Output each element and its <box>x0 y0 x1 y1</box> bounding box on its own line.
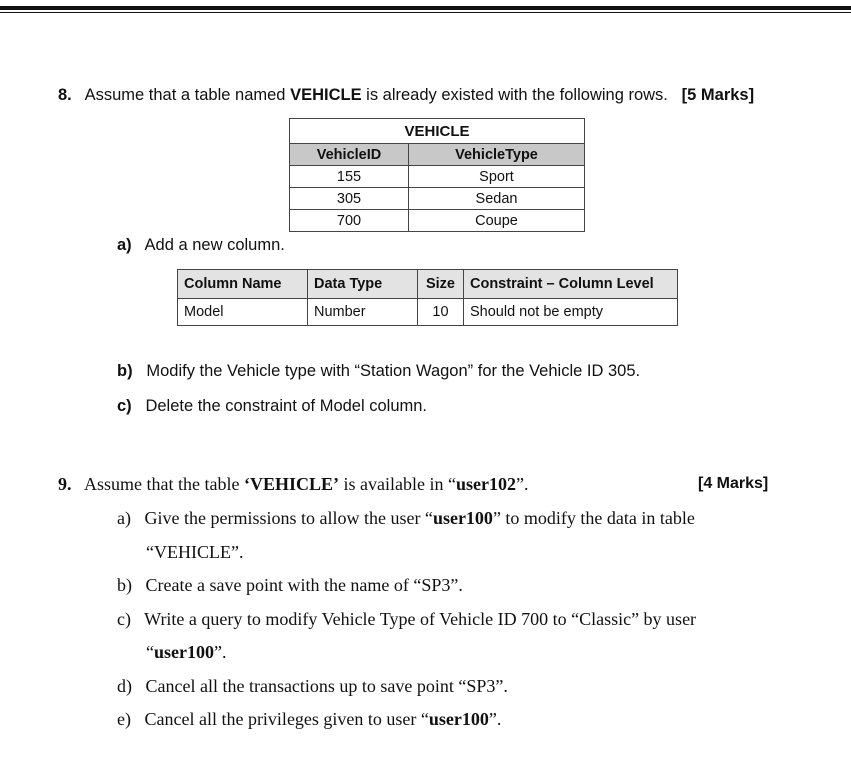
table-row <box>178 299 678 326</box>
vehicle-id-cell: 155 <box>290 166 409 188</box>
question-9-part-c-line2 <box>146 642 227 663</box>
data-type-cell: Number <box>308 299 418 326</box>
table-row <box>290 210 585 232</box>
vehicle-id-cell: 305 <box>290 188 409 210</box>
question-9-table-name: ‘VEHICLE’ <box>243 474 339 494</box>
part-text: Delete the constraint of Model column. <box>145 397 428 415</box>
vehicle-table-title: VEHICLE <box>290 119 585 144</box>
part-text-prefix: Give the permissions to allow the user “ <box>144 508 433 528</box>
part-text <box>144 508 694 528</box>
user-name: user100 <box>154 642 214 662</box>
part-text-suffix: ”. <box>488 709 502 729</box>
question-9-number: 9. <box>58 474 72 494</box>
user-name: user100 <box>428 709 489 729</box>
question-9-part-a-line1 <box>117 508 695 529</box>
question-8-table-name: VEHICLE <box>290 86 362 104</box>
question-8-part-b <box>117 362 640 381</box>
part-text: Write a query to modify Vehicle Type of Vehicle ID 700 to “Classic” by user <box>144 609 697 629</box>
constraint-header: Constraint – Column Level <box>464 270 678 299</box>
part-label: e) <box>117 709 131 729</box>
question-9-text-prefix: Assume that the table <box>84 474 244 494</box>
question-9-text-suffix: ”. <box>515 474 529 494</box>
part-label: d) <box>117 676 132 696</box>
question-9-part-e <box>117 709 501 730</box>
part-label: c) <box>117 397 132 415</box>
top-rule-thin <box>0 12 851 13</box>
size-cell: 10 <box>418 299 464 326</box>
part-text: Create a save point with the name of “SP3”. <box>145 575 463 595</box>
vehicle-type-cell: Coupe <box>409 210 585 232</box>
question-9-part-b <box>117 575 463 596</box>
table-row <box>290 188 585 210</box>
question-9-part-a-line2: “VEHICLE”. <box>146 542 244 562</box>
part-label: b) <box>117 362 133 380</box>
question-9-heading <box>58 474 528 495</box>
vehicle-type-cell: Sedan <box>409 188 585 210</box>
top-rule-thick <box>0 6 851 10</box>
column-name-cell: Model <box>178 299 308 326</box>
question-8-text-suffix: is already existed with the following rows. <box>361 86 668 104</box>
part-text: Modify the Vehicle type with “Station Wagon” for the Vehicle ID 305. <box>146 362 641 380</box>
question-9-part-d <box>117 676 508 697</box>
question-9-user: user102 <box>455 474 516 494</box>
vehicle-id-cell: 700 <box>290 210 409 232</box>
vehicle-table-header-vehicletype: VehicleType <box>409 144 585 166</box>
column-spec-header-row <box>178 270 678 299</box>
part-text <box>144 709 501 729</box>
user-name: user100 <box>432 508 493 528</box>
question-8-text-prefix: Assume that a table named <box>84 86 291 104</box>
part-text: Add a new column. <box>144 236 285 254</box>
question-8-part-c <box>117 397 427 416</box>
part-label: a) <box>117 236 132 254</box>
data-type-header: Data Type <box>308 270 418 299</box>
question-8-heading <box>58 86 754 105</box>
quote-close: ”. <box>214 642 227 662</box>
part-label: c) <box>117 609 131 629</box>
constraint-cell: Should not be empty <box>464 299 678 326</box>
vehicle-table-title-row <box>290 119 585 144</box>
question-8-number: 8. <box>58 86 72 104</box>
vehicle-table-header-row <box>290 144 585 166</box>
part-text-suffix: ” to modify the data in table <box>492 508 695 528</box>
part-text: Cancel all the transactions up to save point “SP3”. <box>145 676 508 696</box>
question-9-part-c-line1 <box>117 609 696 630</box>
part-label: a) <box>117 508 131 528</box>
column-spec-table <box>177 269 678 326</box>
question-8-part-a <box>117 236 285 255</box>
question-8-marks: [5 Marks] <box>681 86 755 104</box>
size-header: Size <box>418 270 464 299</box>
question-9-text-mid: is available in “ <box>339 474 456 494</box>
vehicle-type-cell: Sport <box>409 166 585 188</box>
question-9-marks: [4 Marks] <box>698 475 769 492</box>
vehicle-table <box>289 118 585 232</box>
column-name-header: Column Name <box>178 270 308 299</box>
part-text-prefix: Cancel all the privileges given to user “ <box>144 709 429 729</box>
table-row <box>290 166 585 188</box>
vehicle-table-header-vehicleid: VehicleID <box>290 144 409 166</box>
part-label: b) <box>117 575 132 595</box>
quote-open: “ <box>146 642 154 662</box>
